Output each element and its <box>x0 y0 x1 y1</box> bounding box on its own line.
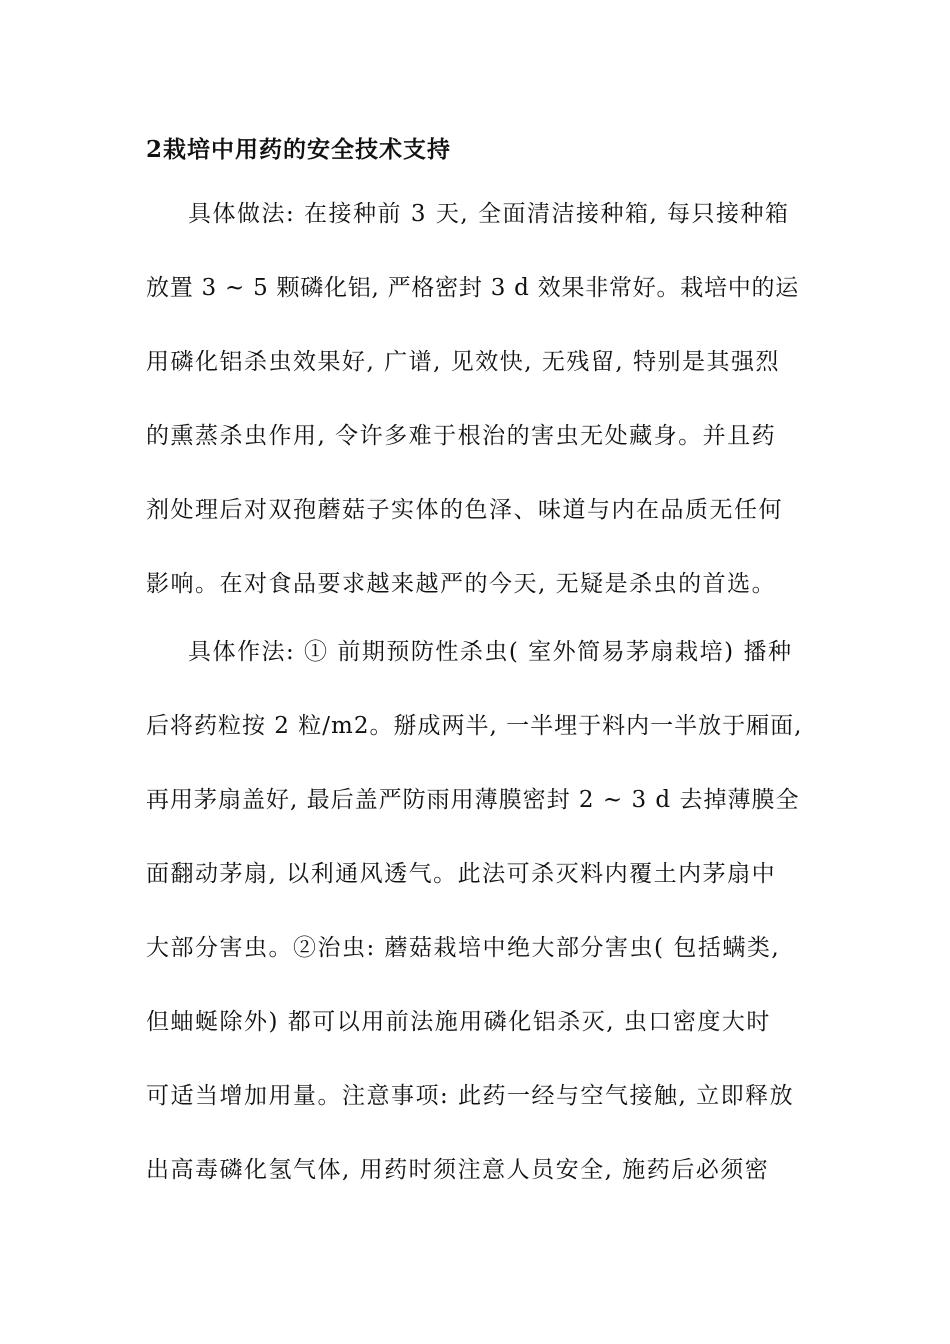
paragraph-line: 可适当增加用量。注意事项: 此药一经与空气接触, 立即释放 <box>146 1083 795 1109</box>
paragraph-line: 放置 3 ~ 5 颗磷化铝, 严格密封 3 d 效果非常好。栽培中的运 <box>146 275 799 301</box>
paragraph-line: 出高毒磷化氢气体, 用药时须注意人员安全, 施药后必须密 <box>146 1157 770 1183</box>
paragraph-line: 的熏蒸杀虫作用, 令许多难于根治的害虫无处藏身。并且药 <box>146 423 777 449</box>
paragraph-line: 大部分害虫。②治虫: 蘑菇栽培中绝大部分害虫( 包括螨类, <box>146 935 781 961</box>
paragraph-line: 具体作法: ① 前期预防性杀虫( 室外简易茅扇栽培) 播种 <box>188 639 793 665</box>
paragraph-line: 具体做法: 在接种前 3 天, 全面清洁接种箱, 每只接种箱 <box>188 201 790 227</box>
paragraph-line: 影响。在对食品要求越来越严的今天, 无疑是杀虫的首选。 <box>146 571 777 597</box>
paragraph-line: 用磷化铝杀虫效果好, 广谱, 见效快, 无残留, 特别是其强烈 <box>146 349 780 375</box>
paragraph-line: 后将药粒按 2 粒/m2。掰成两半, 一半埋于料内一半放于厢面, <box>146 713 803 739</box>
paragraph-line: 面翻动茅扇, 以利通风透气。此法可杀灭料内覆土内茅扇中 <box>146 861 777 887</box>
paragraph-line: 剂处理后对双孢蘑菇子实体的色泽、味道与内在品质无任何 <box>146 497 783 523</box>
paragraph-line: 再用茅扇盖好, 最后盖严防雨用薄膜密封 2 ~ 3 d 去掉薄膜全 <box>146 787 800 813</box>
paragraph-line: 但蚰蜒除外) 都可以用前法施用磷化铝杀灭, 虫口密度大时 <box>146 1009 771 1035</box>
section-heading: 2栽培中用药的安全技术支持 <box>146 136 452 163</box>
